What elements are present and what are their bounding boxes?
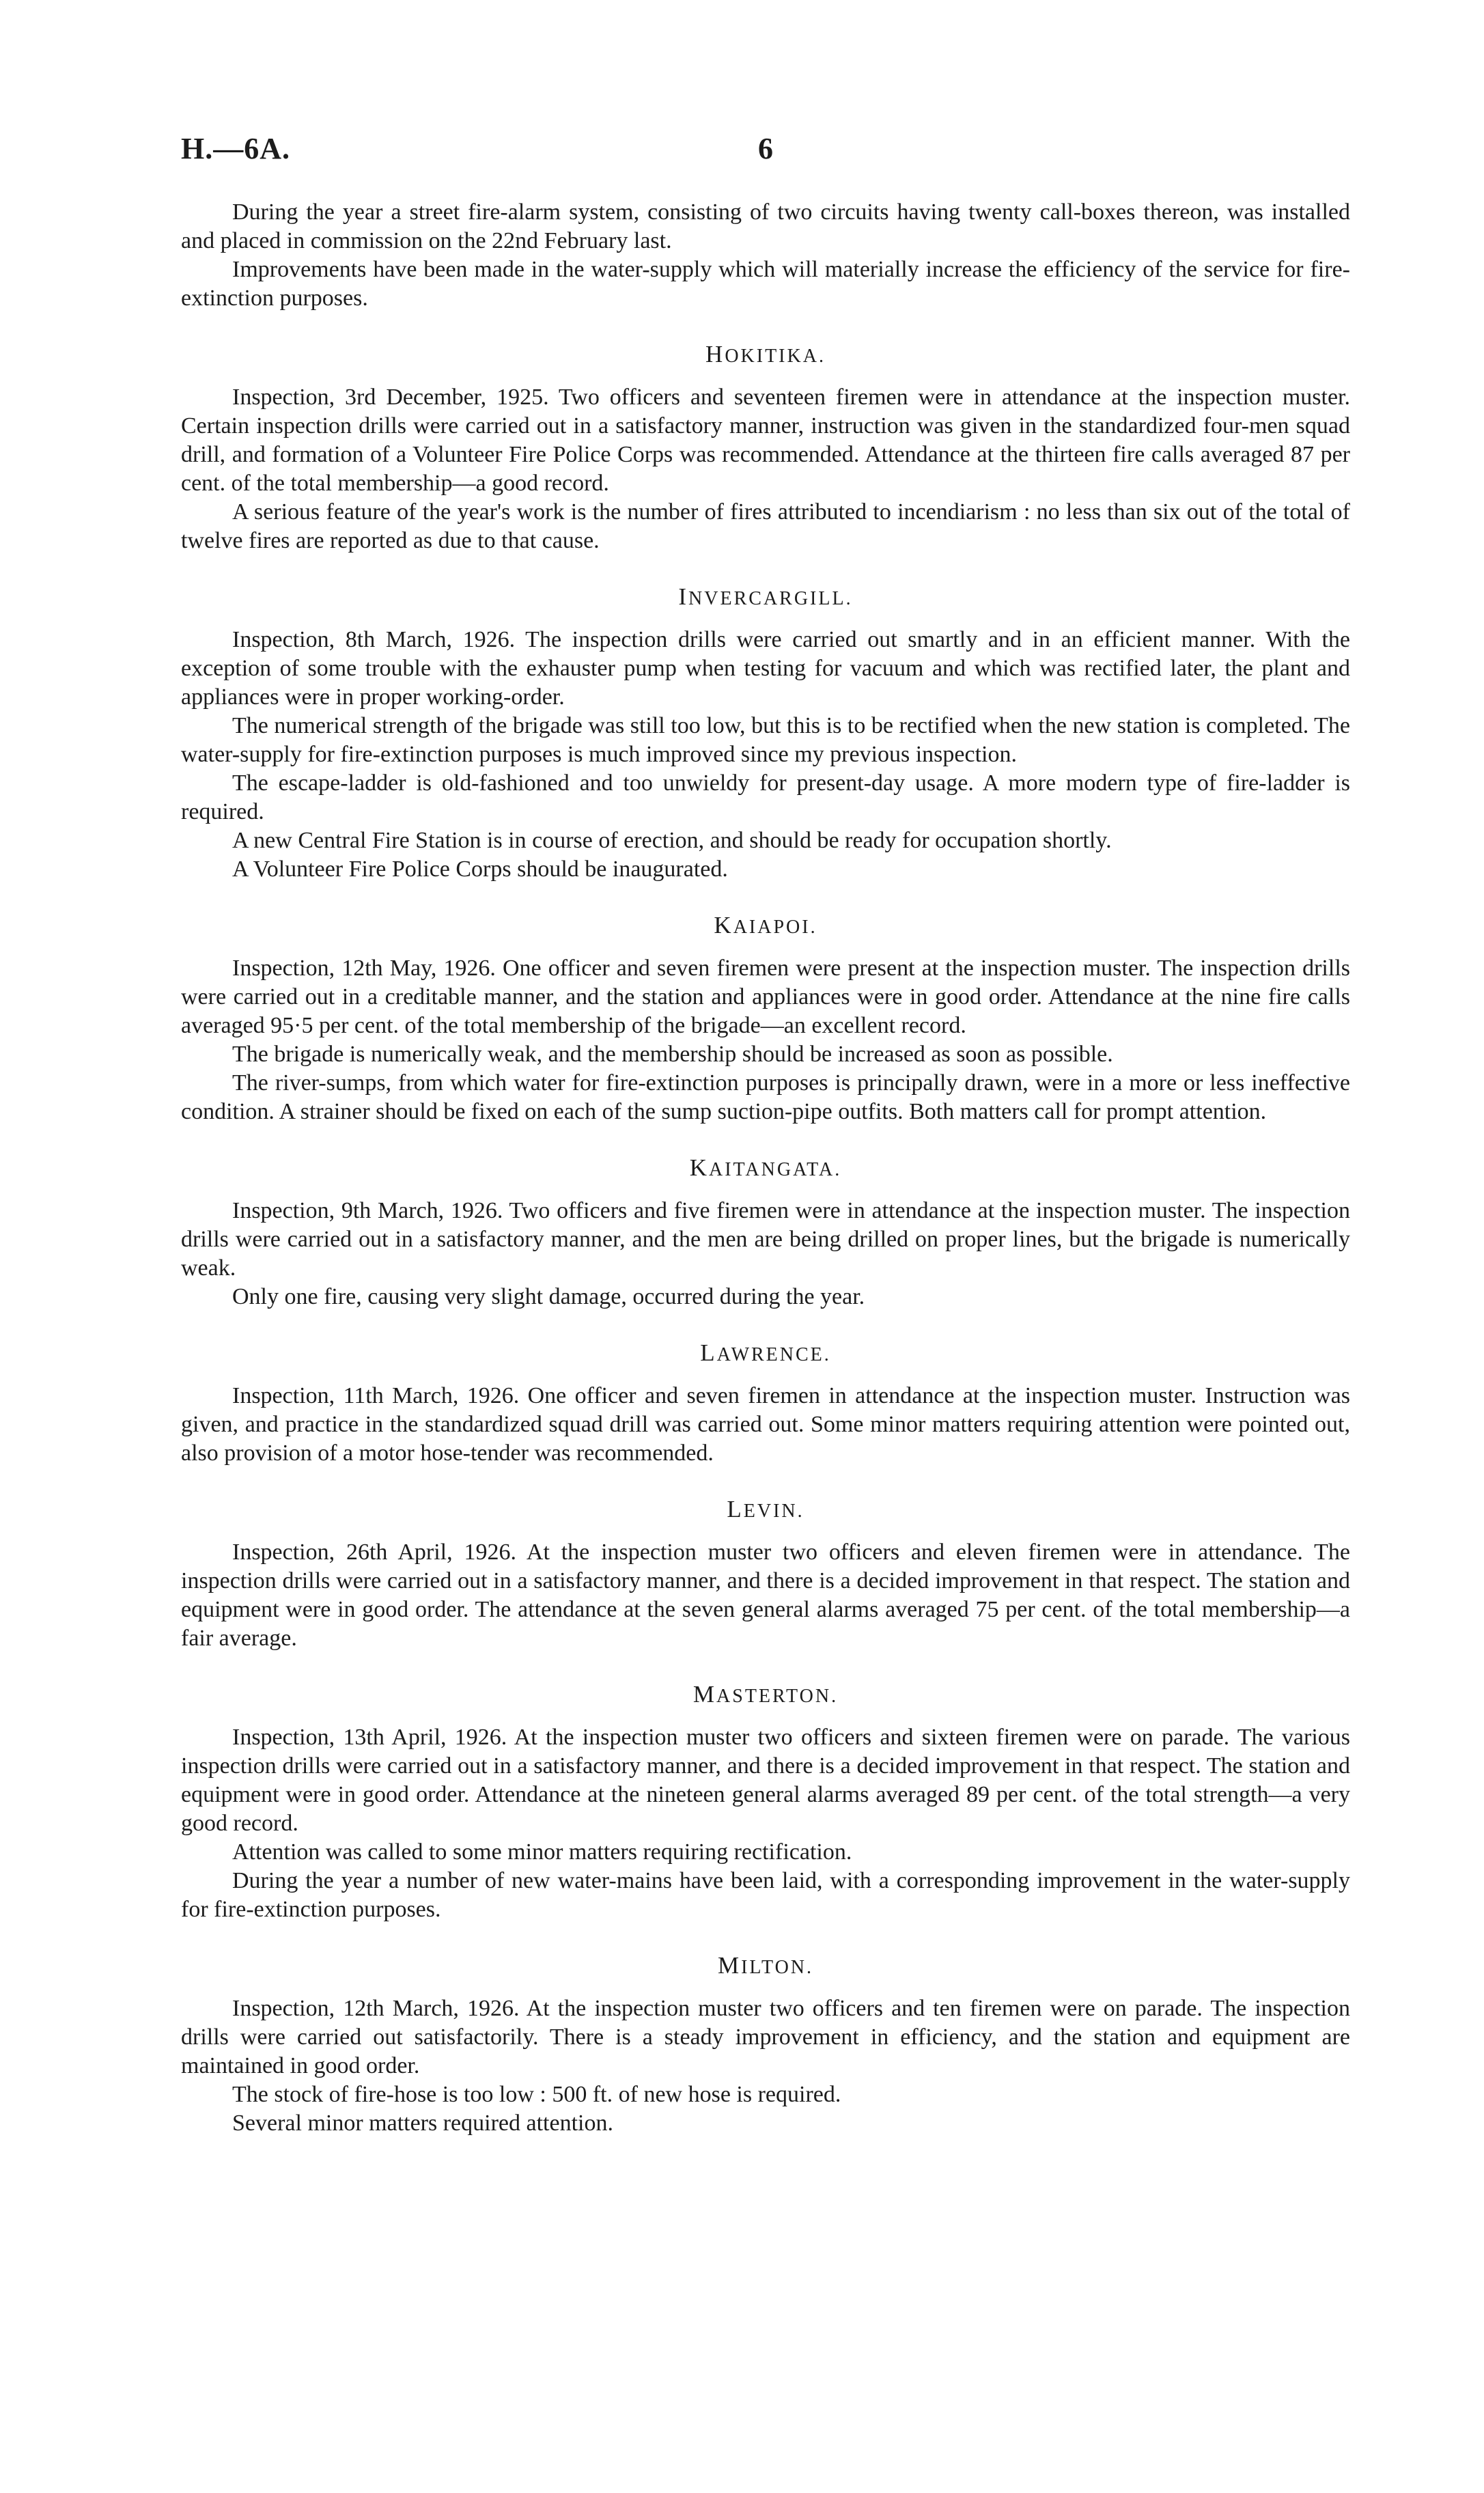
- paragraph: A new Central Fire Station is in course of erection, and should be ready for occupation shortly.: [232, 828, 1112, 853]
- section-lawrence: [181, 1339, 1350, 1468]
- section-milton: [181, 1951, 1350, 2138]
- paragraph: Inspection, 12th March, 1926. At the inspection muster two officers and ten firemen were on parade. The inspection drills were carried out satisfactorily. There is a steady improvement in efficiency, and the station and equipment are maintained in good order.: [181, 1996, 1350, 2078]
- section-kaiapoi: [181, 911, 1350, 1126]
- page-number: 6: [758, 132, 773, 165]
- paragraph: Inspection, 11th March, 1926. One officer and seven firemen in attendance at the inspection muster. Instruction was given, and practice in the standardized squad drill was carried out. Some minor matters requiring attention were pointed out, also provision of a motor hose-tender was recommended.: [181, 1383, 1350, 1466]
- paragraph: During the year a number of new water-mains have been laid, with a corresponding improvement in the water-supply for fire-extinction purposes.: [181, 1868, 1350, 1922]
- section-heading: INVERCARGILL.: [678, 583, 853, 610]
- intro-section: [181, 198, 1350, 313]
- page-header: [181, 131, 1356, 179]
- section-heading: KAIAPOI.: [714, 912, 817, 938]
- paragraph: Inspection, 13th April, 1926. At the inspection muster two officers and sixteen firemen were on parade. The various inspection drills were carried out in a satisfactory manner, and there is a decided improvement in that respect. The station and equipment were in good order. Attendance at the nineteen general alarms averaged 89 per cent. of the total strength—a very good record.: [181, 1725, 1350, 1836]
- paragraph: The escape-ladder is old-fashioned and too unwieldy for present-day usage. A more modern type of fire-ladder is required.: [181, 770, 1350, 824]
- section-kaitangata: [181, 1154, 1350, 1311]
- paragraph: The brigade is numerically weak, and the membership should be increased as soon as possible.: [232, 1042, 1113, 1067]
- paragraph: Attention was called to some minor matters requiring rectification.: [232, 1839, 852, 1865]
- section-heading: HOKITIKA.: [705, 341, 826, 367]
- section-heading: LAWRENCE.: [700, 1339, 831, 1366]
- paragraph: Inspection, 26th April, 1926. At the inspection muster two officers and eleven firemen were in attendance. The inspection drills were carried out in a satisfactory manner, and there is a decided improvement in that respect. The station and equipment were in good order. The attendance at the seven general alarms averaged 75 per cent. of the total membership—a fair average.: [181, 1540, 1350, 1651]
- paragraph: A serious feature of the year's work is the number of fires attributed to incendiarism : no less than six out of the total of twelve fires are reported as due to that cause.: [181, 499, 1350, 553]
- section-masterton: [181, 1680, 1350, 1924]
- paragraph: Inspection, 8th March, 1926. The inspection drills were carried out smartly and in an efficient manner. With the exception of some trouble with the exhauster pump when testing for vacuum and which was rectified later, the plant and appliances were in proper working-order.: [181, 627, 1350, 710]
- paragraph: Improvements have been made in the water-supply which will materially increase the efficiency of the service for fire-extinction purposes.: [181, 257, 1350, 311]
- section-heading: LEVIN.: [727, 1496, 804, 1522]
- section-invercargill: [181, 583, 1350, 884]
- paragraph: Several minor matters required attention.: [232, 2111, 613, 2136]
- paragraph: Only one fire, causing very slight damage, occurred during the year.: [232, 1284, 865, 1309]
- report-body: [181, 198, 1350, 2138]
- paragraph: During the year a street fire-alarm system, consisting of two circuits having twenty call-boxes thereon, was installed and placed in commission on the 22nd February last.: [181, 199, 1350, 253]
- document-reference: H.—6A.: [181, 132, 290, 165]
- section-levin: [181, 1495, 1350, 1653]
- paragraph: The stock of fire-hose is too low : 500 ft. of new hose is required.: [232, 2082, 841, 2107]
- paragraph: The river-sumps, from which water for fire-extinction purposes is principally drawn, were in a more or less ineffective condition. A strainer should be fixed on each of the sump suction-pipe outfits. Both matters call for prompt attention.: [181, 1070, 1350, 1124]
- section-heading: MILTON.: [717, 1952, 814, 1979]
- paragraph: A Volunteer Fire Police Corps should be inaugurated.: [232, 856, 728, 882]
- paragraph: Inspection, 12th May, 1926. One officer and seven firemen were present at the inspection muster. The inspection drills were carried out in a creditable manner, and the station and appliances were in good order. Attendance at the nine fire calls averaged 95·5 per cent. of the total membership of the brigade—an excellent record.: [181, 956, 1350, 1038]
- section-hokitika: [181, 340, 1350, 555]
- paragraph: Inspection, 3rd December, 1925. Two officers and seventeen firemen were in attendance at the inspection muster. Certain inspection drills were carried out in a satisfactory manner, instruction was given in the standardized four-men squad drill, and formation of a Volunteer Fire Police Corps was recommended. Attendance at the thirteen fire calls averaged 87 per cent. of the total membership—a good record.: [181, 385, 1350, 496]
- paragraph: Inspection, 9th March, 1926. Two officers and five firemen were in attendance at the inspection muster. The inspection drills were carried out in a satisfactory manner, and the men are being drilled on proper lines, but the brigade is numerically weak.: [181, 1198, 1350, 1281]
- section-heading: KAITANGATA.: [689, 1154, 842, 1181]
- paragraph: The numerical strength of the brigade was still too low, but this is to be rectified when the new station is completed. The water-supply for fire-extinction purposes is much improved since my previous inspection.: [181, 713, 1350, 767]
- section-heading: MASTERTON.: [692, 1681, 839, 1708]
